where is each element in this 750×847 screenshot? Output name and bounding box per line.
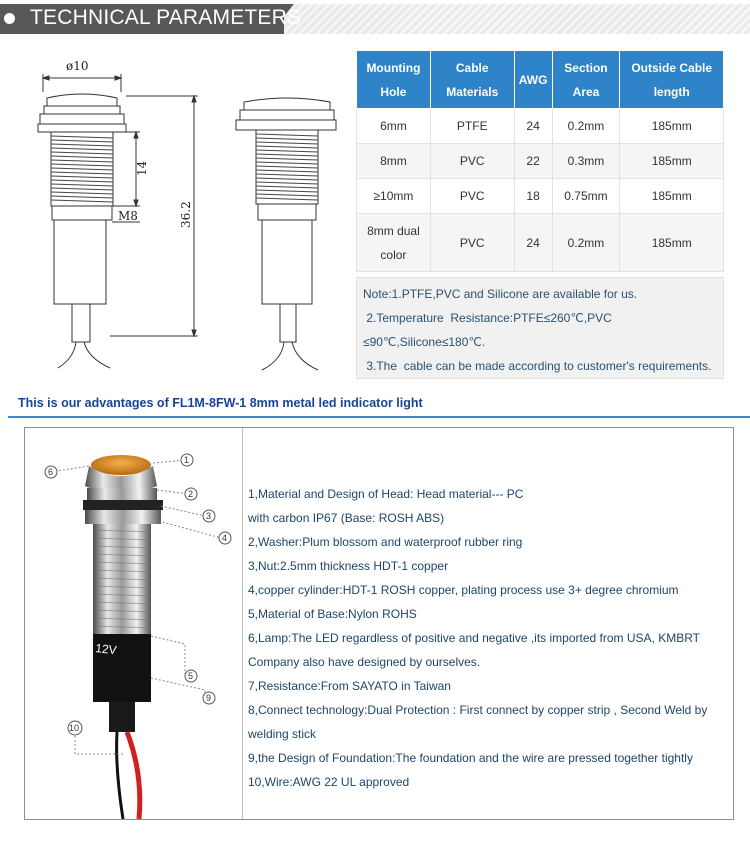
side-view [236, 98, 336, 370]
feature-item: welding stick [248, 727, 317, 741]
callout-2 [185, 488, 197, 500]
cell: PTFE [430, 109, 514, 144]
svg-text:1: 1 [184, 455, 190, 465]
advantages-heading: This is our advantages of FL1M-8FW-1 8mm metal led indicator light [18, 396, 423, 410]
cell: 185mm [620, 109, 724, 144]
cell: 24 [514, 214, 552, 272]
table-row [357, 109, 724, 144]
col-section-area [552, 51, 620, 109]
cell: 8mm dual color [357, 214, 431, 272]
cell: 185mm [620, 179, 724, 214]
cell: 22 [514, 144, 552, 179]
header-label: Cable Materials [446, 60, 499, 99]
divider [8, 416, 750, 418]
svg-text:6: 6 [48, 467, 54, 477]
header-label: AWG [518, 72, 548, 87]
callout-9 [203, 692, 215, 704]
divider [242, 428, 243, 819]
cell: PVC [430, 179, 514, 214]
dim-total-length: 36.2 [179, 201, 193, 228]
product-photo [25, 428, 243, 819]
cell: 0.75mm [552, 179, 620, 214]
cell: 185mm [620, 144, 724, 179]
callout-10 [68, 721, 82, 735]
feature-item: 7,Resistance:From SAYATO in Taiwan [248, 679, 451, 693]
feature-item: with carbon IP67 (Base: ROSH ABS) [248, 511, 445, 525]
spec-table [356, 50, 724, 272]
callout-4 [219, 532, 231, 544]
feature-item: 10,Wire:AWG 22 UL approved [248, 775, 410, 789]
header-label: Section Area [564, 60, 608, 99]
note-line: ≤90℃,Silicone≤180℃. [363, 335, 486, 349]
voltage-label: 12V [94, 641, 118, 658]
header-label: Mounting Hole [366, 60, 421, 99]
svg-text:5: 5 [188, 671, 194, 681]
svg-text:2: 2 [188, 489, 194, 499]
table-row [357, 214, 724, 272]
dim-thread-length: 14 [135, 160, 149, 176]
dim-thread: M8 [118, 209, 138, 223]
svg-text:3: 3 [206, 511, 212, 521]
table-header-row [357, 51, 724, 109]
cell: ≥10mm [357, 179, 431, 214]
note-line: 2.Temperature Resistance:PTFE≤260℃,PVC [363, 311, 612, 325]
callout-5 [185, 670, 197, 682]
feature-list [248, 482, 728, 794]
cell: 185mm [620, 214, 724, 272]
cell: 0.2mm [552, 109, 620, 144]
table-row [357, 179, 724, 214]
col-cable-materials [430, 51, 514, 109]
notes-box [356, 277, 724, 379]
feature-item: 8,Connect technology:Dual Protection : First connect by copper strip , Second Weld by [248, 703, 708, 717]
feature-item: 9,the Design of Foundation:The foundation and the wire are pressed together tightly [248, 751, 693, 765]
header-pattern [272, 4, 750, 34]
cell: PVC [430, 214, 514, 272]
page-title: TECHNICAL PARAMETERS [30, 6, 302, 29]
bullet-icon [4, 13, 15, 24]
dim-diameter: ø10 [66, 59, 89, 73]
svg-text:9: 9 [206, 693, 212, 703]
cell: 0.3mm [552, 144, 620, 179]
feature-item: 6,Lamp:The LED regardless of positive and negative ,its imported from USA, KMBRT [248, 631, 700, 645]
svg-text:10: 10 [69, 723, 80, 733]
note-line: 3.The cable can be made according to customer's requirements. [363, 359, 712, 373]
feature-item: 3,Nut:2.5mm thickness HDT-1 copper [248, 559, 449, 573]
feature-item: 2,Washer:Plum blossom and waterproof rubber ring [248, 535, 523, 549]
callout-6 [45, 466, 57, 478]
feature-item: 5,Material of Base:Nylon ROHS [248, 607, 417, 621]
section-header [0, 0, 750, 36]
cell: 0.2mm [552, 214, 620, 272]
cell: 6mm [357, 109, 431, 144]
col-mounting-hole [357, 51, 431, 109]
callout-3 [203, 510, 215, 522]
svg-text:4: 4 [222, 533, 228, 543]
cell: 8mm [357, 144, 431, 179]
feature-item: 4,copper cylinder:HDT-1 ROSH copper, plating process use 3+ degree chromium [248, 583, 679, 597]
col-outside-cable-length [620, 51, 724, 109]
feature-item: 1,Material and Design of Head: Head material--- PC [248, 487, 524, 501]
cell: PVC [430, 144, 514, 179]
feature-item: Company also have designed by ourselves. [248, 655, 481, 669]
col-awg [514, 51, 552, 109]
technical-drawing [0, 46, 350, 376]
table-row [357, 144, 724, 179]
cell: 18 [514, 179, 552, 214]
cell: 24 [514, 109, 552, 144]
callout-1 [181, 454, 193, 466]
header-label: Outside Cable length [631, 60, 713, 99]
note-line: Note:1.PTFE,PVC and Silicone are available for us. [363, 287, 638, 301]
